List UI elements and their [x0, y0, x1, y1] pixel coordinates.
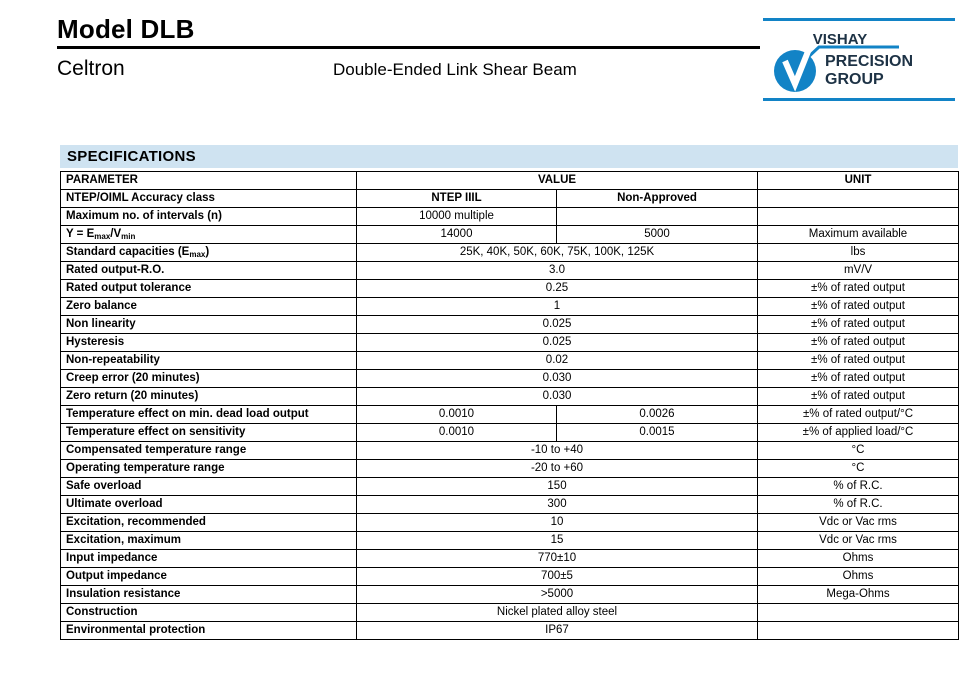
column-header-unit: UNIT [758, 172, 959, 190]
unit-cell: ±% of rated output [758, 388, 959, 406]
table-row [61, 550, 959, 568]
value-cell: 0.025 [357, 334, 758, 352]
table-row [61, 298, 959, 316]
parameter-cell: Temperature effect on min. dead load output [61, 406, 357, 424]
value-cell: 0.025 [357, 316, 758, 334]
value-cell: 0.030 [357, 370, 758, 388]
table-row [61, 280, 959, 298]
unit-cell: Ohms [758, 550, 959, 568]
unit-cell: ±% of applied load/°C [758, 424, 959, 442]
unit-cell: °C [758, 460, 959, 478]
column-header-parameter: PARAMETER [61, 172, 357, 190]
parameter-cell: Insulation resistance [61, 586, 357, 604]
value-cell: 300 [357, 496, 758, 514]
parameter-cell: Construction [61, 604, 357, 622]
table-row [61, 244, 959, 262]
table-row [61, 478, 959, 496]
parameter-cell: Rated output tolerance [61, 280, 357, 298]
parameter-cell: Temperature effect on sensitivity [61, 424, 357, 442]
parameter-cell: Excitation, maximum [61, 532, 357, 550]
value-cell: 0.0015 [557, 424, 758, 442]
page-title: Model DLB [57, 14, 195, 44]
table-row [61, 316, 959, 334]
parameter-cell: Creep error (20 minutes) [61, 370, 357, 388]
unit-cell: ±% of rated output/°C [758, 406, 959, 424]
table-row [61, 334, 959, 352]
table-row [61, 262, 959, 280]
table-header-row [61, 172, 959, 190]
parameter-cell: Hysteresis [61, 334, 357, 352]
unit-cell: ±% of rated output [758, 370, 959, 388]
value-cell: Non-Approved [557, 190, 758, 208]
value-cell: 0.030 [357, 388, 758, 406]
unit-cell [758, 208, 959, 226]
unit-cell [758, 622, 959, 640]
value-cell: Nickel plated alloy steel [357, 604, 758, 622]
unit-cell: Mega-Ohms [758, 586, 959, 604]
table-row [61, 442, 959, 460]
value-cell: 0.25 [357, 280, 758, 298]
table-row [61, 496, 959, 514]
value-cell: 15 [357, 532, 758, 550]
table-row [61, 622, 959, 640]
value-cell: 770±10 [357, 550, 758, 568]
title-divider [57, 46, 760, 49]
unit-cell: Vdc or Vac rms [758, 532, 959, 550]
parameter-cell: Standard capacities $(E_{max})$ [61, 244, 357, 262]
parameter-cell: Zero return (20 minutes) [61, 388, 357, 406]
unit-cell: ±% of rated output [758, 334, 959, 352]
parameter-cell: Compensated temperature range [61, 442, 357, 460]
value-cell: -10 to +40 [357, 442, 758, 460]
table-row [61, 208, 959, 226]
vishay-precision-group-logo [763, 14, 955, 104]
specifications-table [60, 171, 958, 640]
unit-cell: mV/V [758, 262, 959, 280]
unit-cell: Maximum available [758, 226, 959, 244]
parameter-cell: Safe overload [61, 478, 357, 496]
value-cell: 700±5 [357, 568, 758, 586]
product-subtitle: Double-Ended Link Shear Beam [333, 60, 577, 79]
parameter-cell: Zero balance [61, 298, 357, 316]
value-cell: 14000 [357, 226, 557, 244]
parameter-cell: $Y = E_{max}/V_{min}$ [61, 226, 357, 244]
table-row [61, 460, 959, 478]
value-cell [557, 208, 758, 226]
value-cell: NTEP IIIL [357, 190, 557, 208]
value-cell: 0.0026 [557, 406, 758, 424]
value-cell: 5000 [557, 226, 758, 244]
table-row [61, 532, 959, 550]
parameter-cell: Input impedance [61, 550, 357, 568]
unit-cell: % of R.C. [758, 478, 959, 496]
value-cell: 0.0010 [357, 424, 557, 442]
unit-cell: °C [758, 442, 959, 460]
parameter-cell: Non linearity [61, 316, 357, 334]
value-cell: 10000 multiple [357, 208, 557, 226]
unit-cell: Ohms [758, 568, 959, 586]
specifications-section-header: SPECIFICATIONS [60, 145, 958, 168]
table-row [61, 568, 959, 586]
table-row [61, 424, 959, 442]
value-cell: -20 to +60 [357, 460, 758, 478]
unit-cell: lbs [758, 244, 959, 262]
value-cell: >5000 [357, 586, 758, 604]
value-cell: 150 [357, 478, 758, 496]
unit-cell: ±% of rated output [758, 298, 959, 316]
parameter-cell: Operating temperature range [61, 460, 357, 478]
value-cell: 3.0 [357, 262, 758, 280]
table-row [61, 226, 959, 244]
unit-cell [758, 604, 959, 622]
parameter-cell: NTEP/OIML Accuracy class [61, 190, 357, 208]
logo-text-vishay: VISHAY [812, 31, 868, 48]
value-cell: 1 [357, 298, 758, 316]
table-row [61, 586, 959, 604]
unit-cell: Vdc or Vac rms [758, 514, 959, 532]
value-cell: 0.02 [357, 352, 758, 370]
parameter-cell: Rated output-R.O. [61, 262, 357, 280]
value-cell: 25K, 40K, 50K, 60K, 75K, 100K, 125K [357, 244, 758, 262]
logo-text-precision: PRECISION [825, 53, 914, 70]
table-row [61, 514, 959, 532]
value-cell: IP67 [357, 622, 758, 640]
table-row [61, 352, 959, 370]
unit-cell: ±% of rated output [758, 280, 959, 298]
spec-table-body [61, 190, 959, 640]
table-row [61, 370, 959, 388]
unit-cell: ±% of rated output [758, 352, 959, 370]
table-row [61, 388, 959, 406]
brand-name: Celtron [57, 57, 125, 80]
table-row [61, 190, 959, 208]
parameter-cell: Output impedance [61, 568, 357, 586]
parameter-cell: Ultimate overload [61, 496, 357, 514]
logo-text-group: GROUP [825, 71, 884, 88]
value-cell: 10 [357, 514, 758, 532]
value-cell: 0.0010 [357, 406, 557, 424]
column-header-value: VALUE [357, 172, 758, 190]
vishay-logo-icon [763, 14, 955, 104]
parameter-cell: Excitation, recommended [61, 514, 357, 532]
table-row [61, 604, 959, 622]
unit-cell: ±% of rated output [758, 316, 959, 334]
unit-cell: % of R.C. [758, 496, 959, 514]
parameter-cell: Non-repeatability [61, 352, 357, 370]
parameter-cell: Environmental protection [61, 622, 357, 640]
parameter-cell: Maximum no. of intervals (n) [61, 208, 357, 226]
table-row [61, 406, 959, 424]
unit-cell [758, 190, 959, 208]
